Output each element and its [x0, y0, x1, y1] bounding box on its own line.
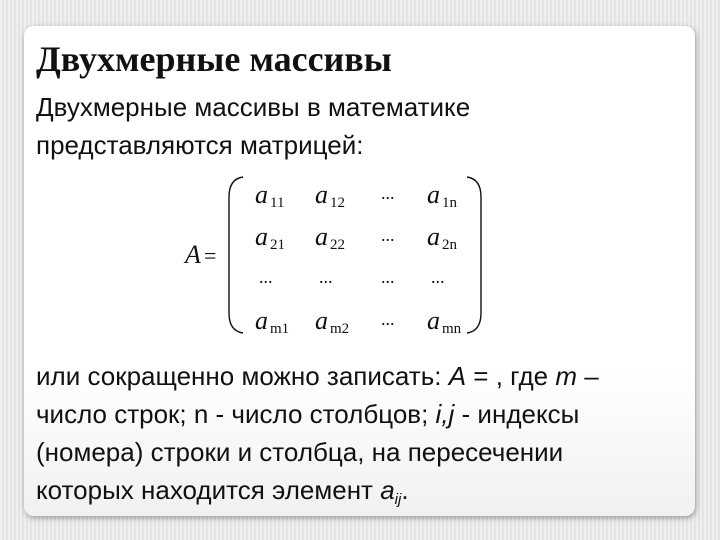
matrix-cell-element: a	[427, 306, 440, 335]
body-line-2-ij: i,j	[435, 399, 455, 429]
matrix-cell-element: a	[315, 306, 328, 335]
matrix-cells	[255, 180, 462, 337]
matrix-cell-element: a	[255, 222, 268, 251]
matrix-name: A	[185, 240, 201, 269]
matrix-cell-subscript: 1n	[442, 195, 457, 211]
matrix-cell-dots: ...	[381, 225, 395, 245]
intro-line-1: Двухмерные массивы в математике	[36, 92, 471, 122]
intro-text	[36, 88, 656, 164]
matrix-cell-element: a	[427, 222, 440, 251]
matrix-cell-subscript: 12	[330, 195, 345, 211]
matrix-cell-subscript: 11	[270, 195, 285, 211]
matrix-cell-subscript: mn	[442, 321, 462, 337]
matrix-cell-dots: ...	[431, 267, 445, 287]
matrix-cell-element: a	[255, 306, 268, 335]
body-line-4-a: a	[380, 475, 395, 505]
slide-title: Двухмерные массивы	[36, 39, 392, 79]
matrix-cell-element: a	[255, 180, 268, 209]
matrix-equals: =	[204, 243, 217, 268]
body-line-1	[36, 357, 686, 395]
body-line-1-pre: или сокращенно можно записать:	[36, 361, 449, 391]
body-text	[36, 357, 686, 519]
matrix-cell-dots: ...	[381, 267, 395, 287]
body-line-1-eq: =	[466, 361, 496, 391]
matrix-cell-element: a	[315, 222, 328, 251]
matrix-figure	[127, 167, 580, 343]
intro-line-2: представляются матрицей:	[36, 130, 364, 160]
matrix-cell-subscript: 2n	[442, 237, 457, 253]
right-bracket	[467, 177, 481, 333]
matrix-cell-dots: ...	[381, 309, 395, 329]
body-line-4	[36, 471, 686, 519]
body-line-1-post: –	[576, 361, 599, 391]
body-line-2-post: - индексы	[454, 399, 580, 429]
matrix-cell-dots: ...	[319, 267, 333, 287]
body-line-2	[36, 395, 686, 433]
matrix-cell-element: a	[315, 180, 328, 209]
body-line-1-mid: , где	[495, 361, 556, 391]
body-line-2-pre: число строк; n - число столбцов;	[36, 399, 436, 429]
matrix-svg	[127, 167, 580, 343]
body-line-1-m: m	[555, 361, 577, 391]
body-line-1-a: A	[448, 361, 467, 391]
matrix-cell-subscript: 21	[270, 237, 285, 253]
matrix-cell-subscript: 22	[330, 237, 345, 253]
matrix-cell-dots: ...	[259, 267, 273, 287]
matrix-cell-subscript: m2	[330, 321, 350, 337]
body-line-4-sub: ij	[394, 491, 402, 508]
matrix-cell-subscript: m1	[270, 321, 290, 337]
matrix-cell-dots: ...	[381, 183, 395, 203]
matrix-cell-element: a	[427, 180, 440, 209]
body-line-3: (номера) строки и столбца, на пересечении	[36, 437, 564, 467]
body-line-4-post: .	[401, 475, 409, 505]
body-line-4-pre: которых находится элемент	[36, 475, 381, 505]
left-bracket	[229, 177, 243, 333]
